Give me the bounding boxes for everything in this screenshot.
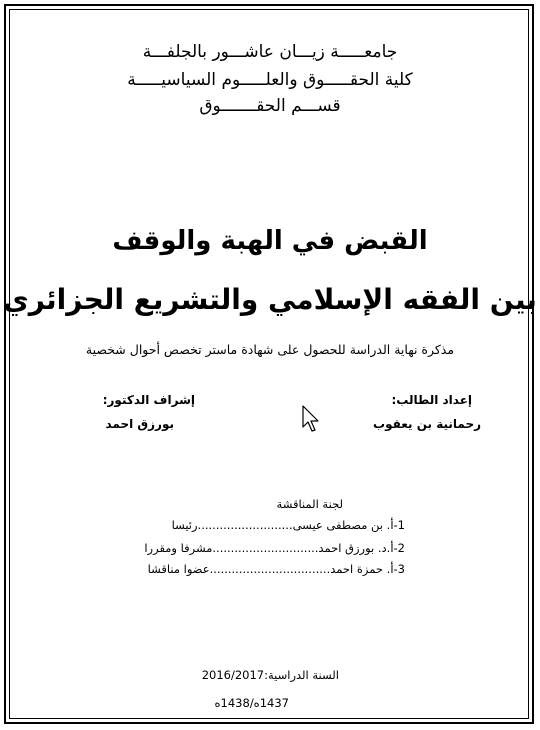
thesis-title-line1: القبض في الهبة والوقف: [112, 226, 428, 256]
jury-member-3: 3-أ. حمزة احمد.................................عضوا مناقشا: [147, 562, 405, 576]
jury-member-1: 1-أ. بن مصطفى عيسى..........................رئيسا: [171, 518, 405, 532]
jury-title: لجنة المناقشة: [276, 497, 343, 511]
supervisor-label: إشراف الدكتور:: [102, 393, 195, 407]
mouse-pointer-icon: [302, 405, 322, 433]
university-name: جامعـــــة زيـــان عاشـــور بالجلفـــة: [142, 42, 398, 62]
student-label: إعداد الطالب:: [391, 393, 472, 407]
student-name: رحمانية بن يعقوب: [373, 417, 481, 431]
faculty-name: كلية الحقـــــوق والعلـــــوم السياسيـــــة: [127, 70, 413, 90]
hijri-year: 1437ه/1438ه: [214, 696, 289, 710]
thesis-title-line2: بين الفقه الإسلامي والتشريع الجزائري: [3, 283, 537, 316]
department-name: قســـم الحقـــــــوق: [199, 96, 341, 116]
jury-member-2: 2-أ.د. بورزق احمد.............................مشرفا ومقررا: [144, 541, 405, 555]
academic-year: السنة الدراسية:2016/2017: [201, 668, 339, 682]
supervisor-name: بورزق احمد: [105, 417, 174, 431]
thesis-subtitle: مذكرة نهاية الدراسة للحصول على شهادة ماستر تخصص أحوال شخصية: [85, 342, 455, 357]
